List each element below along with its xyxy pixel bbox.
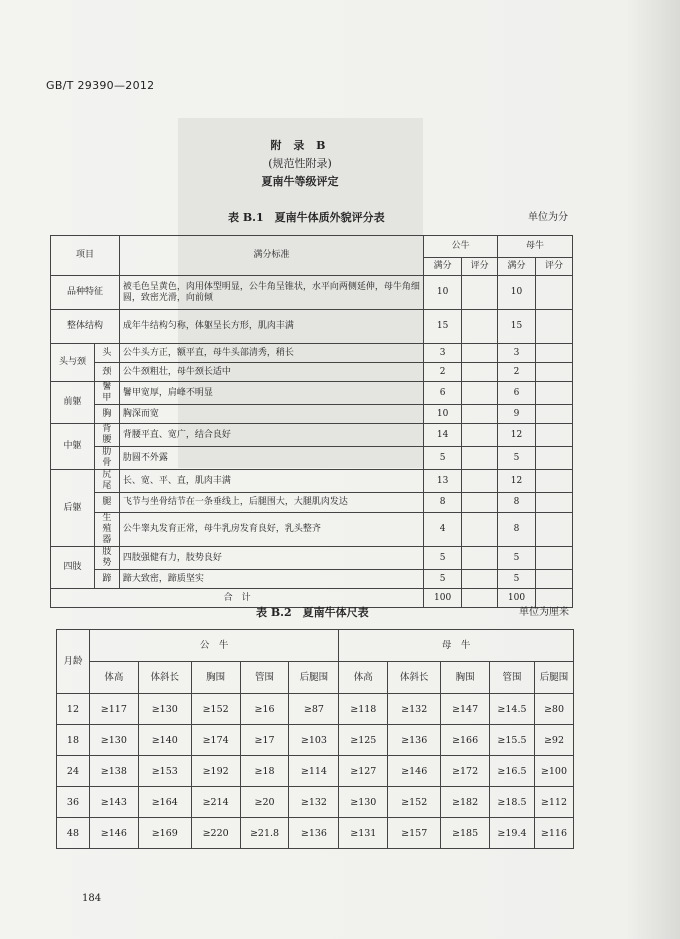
col-thigh-female: 后腿围 [534, 662, 573, 694]
female-cell: ≥172 [441, 756, 490, 787]
row-male-score[interactable] [462, 424, 498, 447]
header-full-female: 满分 [498, 258, 536, 276]
table2-caption: 表 B.2 夏南牛体尺表 [256, 606, 369, 619]
male-cell: ≥117 [89, 694, 138, 725]
row-standard: 长、宽、平、直，肌肉丰满 [119, 470, 423, 493]
row-group: 前躯 [51, 382, 95, 424]
female-cell: ≥157 [388, 818, 441, 849]
header-item: 项目 [51, 236, 120, 276]
female-cell: ≥147 [441, 694, 490, 725]
age-cell: 48 [57, 818, 90, 849]
row-male-score[interactable] [462, 363, 498, 382]
male-cell: ≥17 [240, 725, 289, 756]
header-full-male: 满分 [424, 258, 462, 276]
row-male-full: 6 [424, 382, 462, 405]
female-cell: ≥80 [534, 694, 573, 725]
female-cell: ≥132 [388, 694, 441, 725]
table-row [51, 363, 573, 382]
female-cell: ≥15.5 [490, 725, 535, 756]
row-female-full: 10 [498, 276, 536, 310]
female-cell: ≥16.5 [490, 756, 535, 787]
header-standard: 满分标准 [119, 236, 423, 276]
table-row [51, 405, 573, 424]
row-group: 品种特征 [51, 276, 120, 310]
header-score-female: 评分 [536, 258, 573, 276]
male-cell: ≥20 [240, 787, 289, 818]
table-row [51, 493, 573, 513]
age-cell: 24 [57, 756, 90, 787]
col-cannon-male: 管围 [240, 662, 289, 694]
row-female-score[interactable] [536, 570, 573, 589]
row-male-full: 5 [424, 547, 462, 570]
row-female-score[interactable] [536, 363, 573, 382]
row-item: 蹄 [94, 570, 119, 589]
row-item: 头 [94, 344, 119, 363]
row-male-full: 4 [424, 513, 462, 547]
row-male-full: 5 [424, 447, 462, 470]
row-male-full: 2 [424, 363, 462, 382]
row-item: 鬐甲 [94, 382, 119, 405]
row-female-full: 8 [498, 513, 536, 547]
table-row [51, 424, 573, 447]
table-row [57, 756, 574, 787]
row-male-score[interactable] [462, 513, 498, 547]
male-cell: ≥87 [289, 694, 339, 725]
row-female-score[interactable] [536, 344, 573, 363]
row-item: 肢势 [94, 547, 119, 570]
row-male-score[interactable] [462, 447, 498, 470]
row-female-full: 12 [498, 424, 536, 447]
row-male-full: 3 [424, 344, 462, 363]
male-cell: ≥169 [138, 818, 191, 849]
age-cell: 36 [57, 787, 90, 818]
row-group: 整体结构 [51, 310, 120, 344]
row-female-score[interactable] [536, 447, 573, 470]
row-item: 背腰 [94, 424, 119, 447]
row-standard: 背腰平直、宽广，结合良好 [119, 424, 423, 447]
row-male-score[interactable] [462, 310, 498, 344]
appendix-label: 附 录 B [270, 139, 330, 152]
row-male-score[interactable] [462, 382, 498, 405]
row-standard: 公牛颈粗壮，母牛颈长适中 [119, 363, 423, 382]
row-group: 四肢 [51, 547, 95, 589]
female-cell: ≥152 [388, 787, 441, 818]
female-cell: ≥136 [388, 725, 441, 756]
row-male-full: 15 [424, 310, 462, 344]
row-female-score[interactable] [536, 547, 573, 570]
row-male-score[interactable] [462, 405, 498, 424]
female-cell: ≥131 [339, 818, 388, 849]
female-cell: ≥19.4 [490, 818, 535, 849]
row-standard: 飞节与坐骨结节在一条垂线上，后腿围大，大腿肌肉发达 [119, 493, 423, 513]
female-cell: ≥112 [534, 787, 573, 818]
standard-code: GB/T 29390—2012 [46, 79, 155, 92]
row-male-full: 14 [424, 424, 462, 447]
male-cell: ≥220 [191, 818, 240, 849]
row-female-full: 5 [498, 547, 536, 570]
table1-caption: 表 B.1 夏南牛体质外貌评分表 [228, 211, 385, 224]
table-row [57, 694, 574, 725]
row-group: 后躯 [51, 470, 95, 547]
row-male-score[interactable] [462, 344, 498, 363]
table-row [51, 470, 573, 493]
total-male-score[interactable] [462, 589, 498, 608]
row-male-score[interactable] [462, 570, 498, 589]
row-male-full: 10 [424, 276, 462, 310]
col-chest-male: 胸围 [191, 662, 240, 694]
male-cell: ≥132 [289, 787, 339, 818]
table-row [51, 513, 573, 547]
col-thigh-male: 后腿围 [289, 662, 339, 694]
row-male-score[interactable] [462, 547, 498, 570]
male-cell: ≥138 [89, 756, 138, 787]
row-female-full: 15 [498, 310, 536, 344]
body-size-table [56, 629, 574, 849]
female-cell: ≥146 [388, 756, 441, 787]
age-cell: 18 [57, 725, 90, 756]
male-cell: ≥143 [89, 787, 138, 818]
col-height-female: 体高 [339, 662, 388, 694]
row-male-full: 8 [424, 493, 462, 513]
row-item: 生殖器 [94, 513, 119, 547]
row-female-full: 9 [498, 405, 536, 424]
col-length-male: 体斜长 [138, 662, 191, 694]
row-female-score[interactable] [536, 382, 573, 405]
table-row [51, 276, 573, 310]
female-cell: ≥100 [534, 756, 573, 787]
row-standard: 四肢强健有力，肢势良好 [119, 547, 423, 570]
table-row [57, 787, 574, 818]
appendix-title: 夏南牛等级评定 [261, 175, 339, 188]
header-male: 公 牛 [89, 630, 338, 662]
row-group: 中躯 [51, 424, 95, 470]
male-cell: ≥146 [89, 818, 138, 849]
female-cell: ≥166 [441, 725, 490, 756]
row-female-full: 8 [498, 493, 536, 513]
male-cell: ≥152 [191, 694, 240, 725]
female-cell: ≥116 [534, 818, 573, 849]
female-cell: ≥182 [441, 787, 490, 818]
male-cell: ≥164 [138, 787, 191, 818]
header-female: 母 牛 [339, 630, 574, 662]
row-standard: 肋圆不外露 [119, 447, 423, 470]
row-item: 腿 [94, 493, 119, 513]
row-male-full: 10 [424, 405, 462, 424]
male-cell: ≥192 [191, 756, 240, 787]
table-row [51, 382, 573, 405]
table-row [57, 818, 574, 849]
row-female-full: 5 [498, 447, 536, 470]
table-row [51, 547, 573, 570]
female-cell: ≥14.5 [490, 694, 535, 725]
row-female-score[interactable] [536, 310, 573, 344]
table-row [51, 447, 573, 470]
male-cell: ≥130 [89, 725, 138, 756]
female-cell: ≥118 [339, 694, 388, 725]
age-cell: 12 [57, 694, 90, 725]
row-female-score[interactable] [536, 276, 573, 310]
row-item: 胸 [94, 405, 119, 424]
row-group: 头与颈 [51, 344, 95, 382]
row-female-score[interactable] [536, 470, 573, 493]
male-cell: ≥140 [138, 725, 191, 756]
table2-unit: 单位为厘米 [519, 607, 569, 618]
row-standard: 成年牛结构匀称，体躯呈长方形，肌肉丰满 [119, 310, 423, 344]
row-female-score[interactable] [536, 493, 573, 513]
page-number: 184 [82, 893, 102, 904]
row-female-full: 12 [498, 470, 536, 493]
row-male-score[interactable] [462, 470, 498, 493]
male-cell: ≥174 [191, 725, 240, 756]
female-cell: ≥185 [441, 818, 490, 849]
row-standard: 鬐甲宽厚，肩峰不明显 [119, 382, 423, 405]
male-cell: ≥214 [191, 787, 240, 818]
row-male-full: 13 [424, 470, 462, 493]
row-standard: 胸深而宽 [119, 405, 423, 424]
male-cell: ≥18 [240, 756, 289, 787]
total-male-full: 100 [424, 589, 462, 608]
row-female-full: 3 [498, 344, 536, 363]
female-cell: ≥18.5 [490, 787, 535, 818]
col-chest-female: 胸围 [441, 662, 490, 694]
row-standard: 被毛色呈黄色，肉用体型明显，公牛角呈锥状，水平向两侧延伸，母牛角细圆，致密光滑，向前倾 [119, 276, 423, 310]
table-row [51, 310, 573, 344]
table-row [57, 725, 574, 756]
row-standard: 蹄大致密，蹄质坚实 [119, 570, 423, 589]
table1-unit: 单位为分 [528, 212, 568, 223]
female-cell: ≥92 [534, 725, 573, 756]
col-height-male: 体高 [89, 662, 138, 694]
total-label: 合 计 [51, 589, 424, 608]
row-female-score[interactable] [536, 405, 573, 424]
female-cell: ≥127 [339, 756, 388, 787]
row-item: 尻尾 [94, 470, 119, 493]
row-male-score[interactable] [462, 276, 498, 310]
col-length-female: 体斜长 [388, 662, 441, 694]
male-cell: ≥136 [289, 818, 339, 849]
row-female-full: 2 [498, 363, 536, 382]
header-age: 月龄 [57, 630, 90, 694]
male-cell: ≥103 [289, 725, 339, 756]
appendix-type: (规范性附录) [268, 157, 332, 170]
header-male: 公牛 [424, 236, 498, 258]
row-item: 颈 [94, 363, 119, 382]
female-cell: ≥130 [339, 787, 388, 818]
table-row [51, 344, 573, 363]
male-cell: ≥130 [138, 694, 191, 725]
row-female-full: 5 [498, 570, 536, 589]
row-item: 肋骨 [94, 447, 119, 470]
total-female-full: 100 [498, 589, 536, 608]
table-row [51, 570, 573, 589]
male-cell: ≥16 [240, 694, 289, 725]
header-score-male: 评分 [462, 258, 498, 276]
male-cell: ≥153 [138, 756, 191, 787]
row-female-score[interactable] [536, 513, 573, 547]
appearance-score-table [50, 235, 573, 608]
row-male-score[interactable] [462, 493, 498, 513]
row-female-full: 6 [498, 382, 536, 405]
row-male-full: 5 [424, 570, 462, 589]
row-standard: 公牛睾丸发育正常，母牛乳房发育良好，乳头整齐 [119, 513, 423, 547]
row-standard: 公牛头方正，额平直，母牛头部清秀，稍长 [119, 344, 423, 363]
male-cell: ≥114 [289, 756, 339, 787]
row-female-score[interactable] [536, 424, 573, 447]
female-cell: ≥125 [339, 725, 388, 756]
male-cell: ≥21.8 [240, 818, 289, 849]
header-female: 母牛 [498, 236, 573, 258]
col-cannon-female: 管围 [490, 662, 535, 694]
